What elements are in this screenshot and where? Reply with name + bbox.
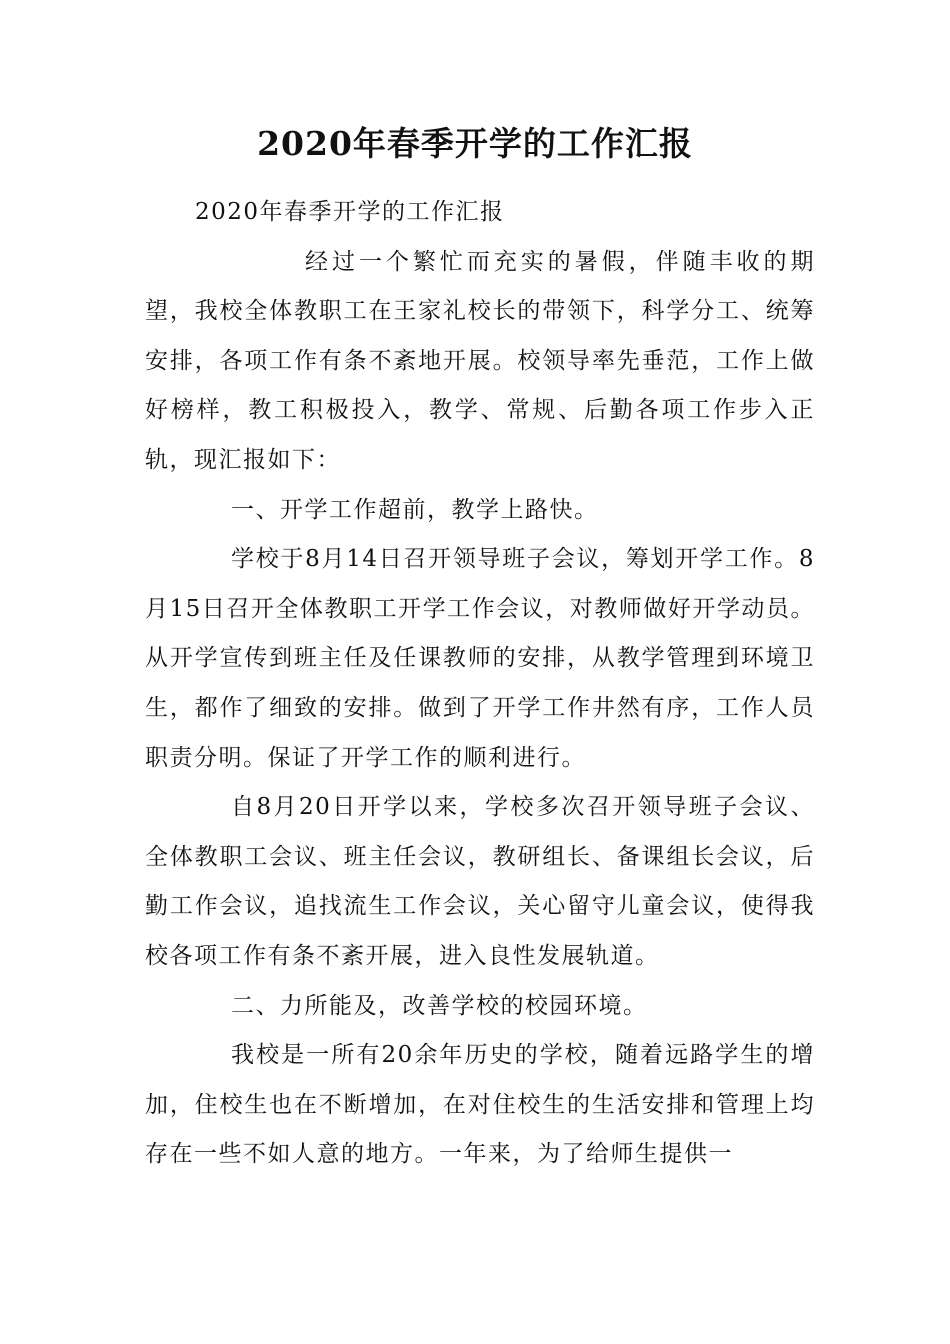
paragraph-since-opening: 自8月20日开学以来，学校多次召开领导班子会议、全体教职工会议、班主任会议，教研组长、备课组长会议，后勤工作会议，追找流生工作会议，关心留守儿童会议，使得我校各项工作有条不紊开展，进入良性发展轨道。 xyxy=(145,794,815,969)
document-body xyxy=(145,188,815,1180)
document-subtitle: 2020年春季开学的工作汇报 xyxy=(195,199,505,225)
paragraph-meetings: 学校于8月14日召开领导班子会议，筹划开学工作。8月15日召开全体教职工开学工作会议，对教师做好开学动员。从开学宣传到班主任及任课教师的安排，从教学管理到环境卫生，都作了细致的安排。做到了开学工作井然有序，工作人员职责分明。保证了开学工作的顺利进行。 xyxy=(145,546,815,771)
paragraph-intro: 经过一个繁忙而充实的暑假，伴随丰收的期望，我校全体教职工在王家礼校长的带领下，科学分工、统筹安排，各项工作有条不紊地开展。校领导率先垂范，工作上做好榜样，教工积极投入，教学、常规、后勤各项工作步入正轨，现汇报如下： xyxy=(145,248,815,473)
section-heading-2: 二、力所能及，改善学校的校园环境。 xyxy=(231,992,648,1019)
section-heading-1: 一、开学工作超前，教学上路快。 xyxy=(231,496,599,523)
paragraph-school-history: 我校是一所有20余年历史的学校，随着远路学生的增加，住校生也在不断增加，在对住校生的生活安排和管理上均存在一些不如人意的地方。一年来，为了给师生提供一 xyxy=(145,1042,815,1168)
document-title: 2020年春季开学的工作汇报 xyxy=(257,124,693,163)
